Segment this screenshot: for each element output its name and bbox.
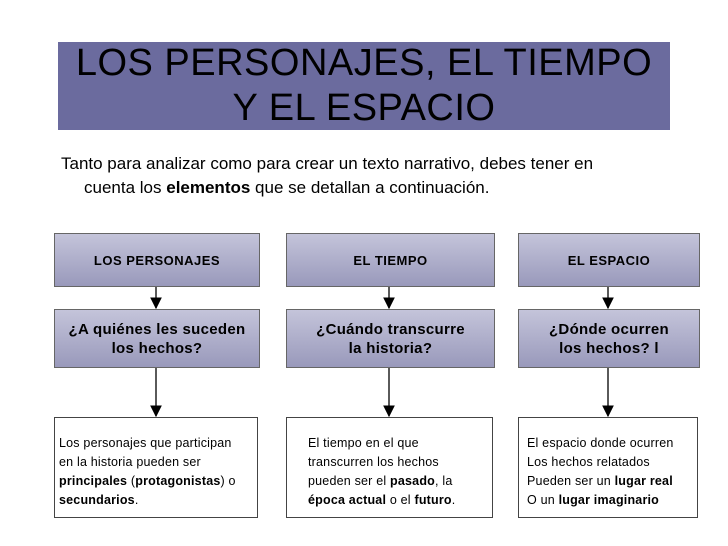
answer-text: O un (527, 493, 555, 507)
intro-text: que se detallan a continuación. (250, 178, 490, 197)
header-label: EL ESPACIO (567, 252, 651, 268)
answer-bold-term: protagonistas (135, 474, 221, 488)
question-text: ¿Cuándo transcurre la historia? (316, 320, 465, 357)
header-box-espacio (518, 233, 700, 287)
question-box-personajes (54, 309, 260, 368)
header-label: LOS PERSONAJES (93, 252, 221, 268)
answer-bold-term: época actual (308, 493, 387, 507)
answer-bold-term: pasado (390, 474, 435, 488)
intro-bold-term: elementos (166, 178, 251, 197)
question-box-tiempo (286, 309, 495, 368)
answer-text: . (134, 493, 139, 507)
answer-text: El tiempo en el que transcurren los hechos pueden ser el (308, 436, 439, 488)
question-text: ¿Dónde ocurren los hechos? l (548, 320, 670, 357)
answer-text: Los personajes que participan en la historia pueden ser (59, 436, 232, 469)
intro-line-1: Tanto para analizar como para crear un texto narrativo, debes tener en (61, 154, 594, 173)
header-box-personajes (54, 233, 260, 287)
answer-bold-term: lugar imaginario (558, 493, 660, 507)
header-label: EL TIEMPO (353, 252, 428, 268)
answer-text: ( (127, 474, 136, 488)
intro-text: cuenta los (84, 178, 167, 197)
answer-bold-term: futuro (414, 493, 452, 507)
answer-box-tiempo (286, 417, 493, 518)
answer-text: ) o (220, 474, 236, 488)
page-title-line-2: Y EL ESPACIO (232, 87, 496, 129)
page-title-line-1: LOS PERSONAJES, EL TIEMPO (75, 42, 653, 84)
answer-text: El espacio donde ocurren Los hechos relatados Pueden ser un (527, 436, 674, 488)
answer-text: , la (435, 474, 453, 488)
answer-bold-term: secundarios (59, 493, 135, 507)
answer-text: o el (386, 493, 415, 507)
question-box-espacio (518, 309, 700, 368)
answer-text: . (451, 493, 456, 507)
question-text: ¿A quiénes les suceden los hechos? (68, 320, 246, 357)
answer-box-personajes (54, 417, 258, 518)
answer-box-espacio (518, 417, 698, 518)
header-box-tiempo (286, 233, 495, 287)
answer-bold-term: principales (59, 474, 128, 488)
answer-bold-term: lugar real (614, 474, 673, 488)
